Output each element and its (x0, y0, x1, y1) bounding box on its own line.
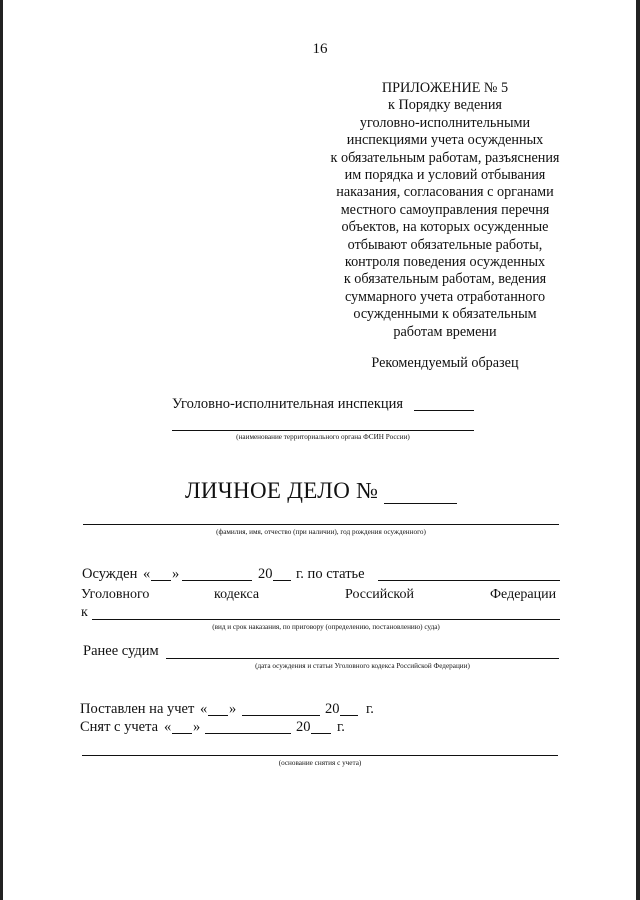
scan-border-right (636, 0, 640, 900)
removed-month-field[interactable] (205, 733, 291, 734)
appendix-line: инспекциями учета осужденных (346, 132, 544, 149)
article-label: г. по статье (296, 566, 365, 582)
registered-label: Поставлен на учет (80, 701, 195, 717)
registered-day-field[interactable] (208, 715, 228, 716)
registered-open-quote: « (200, 701, 208, 717)
sample-label: Рекомендуемый образец (371, 355, 519, 371)
article-field[interactable] (378, 580, 560, 581)
punishment-to-label: к (81, 605, 88, 620)
appendix-line: работам времени (393, 323, 497, 340)
appendix-line: к Порядку ведения (388, 97, 502, 114)
removed-open-quote: « (164, 719, 172, 735)
convict-name-field[interactable] (83, 524, 559, 525)
code-word-criminal: Уголовного (81, 587, 150, 602)
convicted-year-field[interactable] (273, 580, 291, 581)
appendix-line: осужденными к обязательным (353, 306, 537, 323)
appendix-header (300, 80, 590, 341)
removed-day-field[interactable] (172, 733, 192, 734)
case-title: ЛИЧНОЕ ДЕЛО № (185, 478, 379, 503)
scan-border-left (0, 0, 3, 900)
code-word-federation: Федерации (490, 587, 557, 602)
inspection-label: Уголовно-исполнительная инспекция (172, 396, 404, 412)
registered-month-field[interactable] (242, 715, 320, 716)
appendix-line: к обязательным работам, разъяснения (330, 149, 560, 166)
removed-year-suffix: г. (337, 719, 345, 735)
appendix-line: объектов, на которых осужденные (341, 219, 549, 236)
convicted-month-field[interactable] (182, 580, 252, 581)
previous-field[interactable] (166, 658, 559, 659)
date-close-quote: » (172, 566, 180, 582)
appendix-line: местного самоуправления перечня (340, 201, 550, 218)
inspection-name-field[interactable] (172, 430, 474, 431)
registered-close-quote: » (229, 701, 237, 717)
appendix-line: ПРИЛОЖЕНИЕ № 5 (381, 80, 509, 96)
appendix-line: к обязательным работам, ведения (343, 271, 547, 288)
previous-caption: (дата осуждения и статьи Уголовного кодекса Российской Федерации) (255, 662, 470, 670)
registered-year-field[interactable] (340, 715, 358, 716)
appendix-line: наказания, согласования с органами (336, 184, 554, 201)
code-word-russian: Российской (345, 587, 414, 602)
code-word-code: кодекса (214, 587, 260, 602)
removed-year-prefix: 20 (296, 719, 311, 735)
case-number-field[interactable] (384, 503, 457, 504)
inspection-caption: (наименование территориального органа ФСИН России) (236, 433, 410, 441)
removed-year-field[interactable] (311, 733, 331, 734)
registered-year-suffix: г. (366, 701, 374, 717)
removal-basis-caption: (основание снятия с учета) (278, 759, 362, 767)
punishment-caption: (вид и срок наказания, по приговору (определению, постановлению) суда) (212, 623, 440, 631)
removed-label: Снят с учета (80, 719, 159, 735)
convicted-year-prefix: 20 (258, 566, 273, 582)
appendix-line: уголовно-исполнительными (359, 114, 531, 131)
removed-close-quote: » (193, 719, 201, 735)
convicted-label: Осужден (82, 566, 138, 582)
name-caption: (фамилия, имя, отчество (при наличии), год рождения осужденного) (216, 528, 426, 536)
removal-basis-field[interactable] (82, 755, 558, 756)
date-open-quote: « (143, 566, 151, 582)
appendix-line: контроля поведения осужденных (344, 254, 546, 271)
registered-year-prefix: 20 (325, 701, 340, 717)
convicted-day-field[interactable] (151, 580, 171, 581)
page-number: 16 (312, 41, 328, 57)
appendix-line: суммарного учета отработанного (344, 288, 546, 305)
appendix-line: отбывают обязательные работы, (347, 236, 543, 253)
inspection-number-field[interactable] (414, 410, 474, 411)
previous-label: Ранее судим (83, 643, 159, 659)
appendix-line: им порядка и условий отбывания (344, 167, 546, 184)
punishment-field[interactable] (92, 619, 560, 620)
